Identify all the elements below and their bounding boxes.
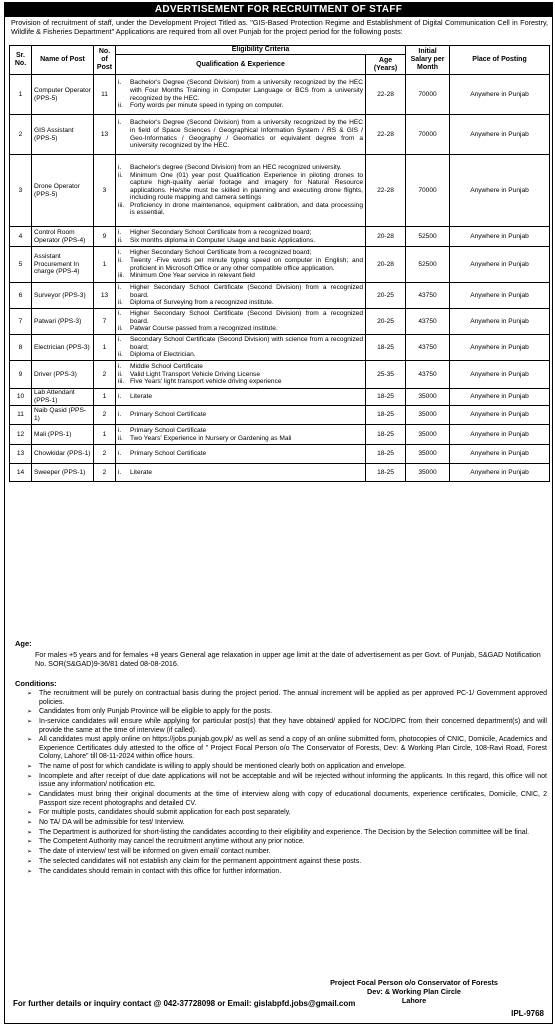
- cell-post: Drone Operator (PPS-5): [32, 155, 94, 227]
- cell-qualification: [116, 389, 366, 406]
- cell-sr: 13: [10, 445, 32, 464]
- cell-post: Chowkidar (PPS-1): [32, 445, 94, 464]
- cell-age: 18-25: [366, 445, 406, 464]
- table-row: [10, 283, 550, 309]
- qualification-item: [118, 172, 363, 202]
- cell-salary: 35000: [406, 389, 450, 406]
- condition-item: ➢ Incomplete and after receipt of due date applications will not be acceptable and will be rejected without informing the applicants. In this regard, this office will not issue any information/ notification etc.: [27, 773, 547, 790]
- qualification-item: [118, 393, 363, 401]
- signature-line: Project Focal Person o/o Conservator of Forests: [330, 978, 498, 987]
- qualification-item: [118, 378, 363, 386]
- qualification-number: ii.: [118, 370, 123, 378]
- qualification-text: Literate: [130, 393, 152, 401]
- qualification-number: iii.: [118, 201, 125, 209]
- condition-item: ➢ The candidates should remain in contact with this office for further information.: [27, 868, 547, 877]
- qualification-text: Primary School Certificate: [130, 411, 207, 419]
- cell-place: Anywhere in Punjab: [450, 283, 550, 309]
- qualification-item: [118, 229, 363, 237]
- table-row: [10, 361, 550, 389]
- cell-sr: 3: [10, 155, 32, 227]
- cell-sr: 10: [10, 389, 32, 406]
- cell-sr: 6: [10, 283, 32, 309]
- qualification-text: Secondary School Certificate (Second Division) with science from a recognized board;: [130, 336, 363, 351]
- cell-age: 18-25: [366, 335, 406, 361]
- qualification-item: [118, 284, 363, 299]
- cell-qualification: [116, 309, 366, 335]
- cell-age: 20-28: [366, 247, 406, 283]
- qualification-item: [118, 272, 363, 280]
- cell-num: 13: [94, 115, 116, 155]
- cell-sr: 12: [10, 425, 32, 445]
- conditions-list: [27, 690, 547, 877]
- qualification-text: Higher Secondary School Certificate from a recognized board;: [130, 228, 312, 236]
- condition-item: ➢ The recruitment will be purely on contractual basis during the project period. The annual increment will be applied as per approved PC-1/ Government approved policies.: [27, 690, 547, 707]
- col-header-post: Name of Post: [32, 46, 94, 75]
- cell-place: Anywhere in Punjab: [450, 425, 550, 445]
- qualification-text: Five Years' light transport vehicle driving experience: [130, 378, 282, 386]
- condition-item: ➢ The selected candidates will not establish any claim for the permanent appointment against these posts.: [27, 858, 547, 867]
- qualification-text: Diploma of Electrician.: [130, 351, 196, 359]
- qualification-item: [118, 249, 363, 257]
- cell-age: 18-25: [366, 464, 406, 482]
- col-header-eligibility: Eligibility Criteria: [116, 46, 406, 55]
- cell-salary: 35000: [406, 464, 450, 482]
- cell-qualification: [116, 75, 366, 115]
- condition-item: ➢ The name of post for which candidate is willing to apply should be mentioned clearly both on application and envelope.: [27, 763, 547, 772]
- qualification-item: [118, 202, 363, 217]
- cell-post: Electrician (PPS-3): [32, 335, 94, 361]
- cell-salary: 43750: [406, 361, 450, 389]
- condition-item: ➢ In-service candidates will ensure while applying for particular post(s) that they have obtained/ applied for NOC/DPC from their concerned department(s) and will provide the same at the time of interview (if called).: [27, 718, 547, 735]
- qualification-item: [118, 164, 363, 172]
- qualification-number: i.: [118, 79, 122, 87]
- cell-age: 18-25: [366, 425, 406, 445]
- qualification-number: ii.: [118, 299, 123, 307]
- qualification-number: ii.: [118, 434, 123, 442]
- condition-item: ➢ Candidates must bring their original documents at the time of interview along with copy of educational documents, experience certificates, Domicile, CNIC, 2 Passport size recent photographs and detailed CV.: [27, 791, 547, 808]
- qualification-text: Valid Light Transport Vehicle Driving License: [130, 370, 260, 378]
- qualification-item: [118, 450, 363, 458]
- table-row: [10, 425, 550, 445]
- qualification-item: [118, 237, 363, 245]
- col-header-num: No. of Post: [94, 46, 116, 75]
- cell-place: Anywhere in Punjab: [450, 464, 550, 482]
- cell-age: 18-25: [366, 406, 406, 425]
- qualification-text: Six months diploma in Computer Usage and basic Applications.: [130, 236, 316, 244]
- qualification-item: [118, 119, 363, 149]
- qualification-number: i.: [118, 310, 122, 318]
- cell-age: 25-35: [366, 361, 406, 389]
- cell-sr: 9: [10, 361, 32, 389]
- qualification-number: i.: [118, 249, 122, 257]
- col-header-place: Place of Posting: [450, 46, 550, 75]
- qualification-text: Literate: [130, 468, 152, 476]
- table-row: [10, 406, 550, 425]
- qualification-number: i.: [118, 119, 122, 127]
- cell-sr: 5: [10, 247, 32, 283]
- qualification-item: [118, 469, 363, 477]
- cell-qualification: [116, 335, 366, 361]
- cell-post: Sweeper (PPS-1): [32, 464, 94, 482]
- cell-age: 20-28: [366, 227, 406, 247]
- cell-qualification: [116, 445, 366, 464]
- cell-post: Control Room Operator (PPS-4): [32, 227, 94, 247]
- qualification-number: ii.: [118, 351, 123, 359]
- ipl-number: IPL-9768: [511, 1009, 544, 1018]
- cell-sr: 8: [10, 335, 32, 361]
- qualification-text: Minimum One Year service in relevant field: [130, 272, 255, 280]
- cell-sr: 11: [10, 406, 32, 425]
- cell-salary: 52500: [406, 227, 450, 247]
- posts-table-body: [10, 75, 550, 482]
- table-row: [10, 75, 550, 115]
- cell-num: 1: [94, 389, 116, 406]
- cell-num: 1: [94, 335, 116, 361]
- cell-qualification: [116, 247, 366, 283]
- qualification-number: ii.: [118, 236, 123, 244]
- qualification-item: [118, 351, 363, 359]
- qualification-text: Middle School Certificate: [130, 363, 203, 371]
- qualification-number: iii.: [118, 272, 125, 280]
- cell-num: 2: [94, 361, 116, 389]
- cell-post: Assistant Procurement In charge (PPS-4): [32, 247, 94, 283]
- contact-line: For further details or inquiry contact @ 042-37728098 or Email: gislabpfd.jobs@gmail.com: [13, 999, 356, 1008]
- condition-item: ➢ Candidates from only Punjab Province will be eligible to apply for the posts.: [27, 708, 547, 717]
- col-header-qual: Qualification & Experience: [116, 55, 366, 75]
- cell-salary: 35000: [406, 445, 450, 464]
- qualification-text: Higher Secondary School Certificate from a recognized board;: [130, 249, 312, 257]
- cell-place: Anywhere in Punjab: [450, 445, 550, 464]
- cell-num: 9: [94, 227, 116, 247]
- cell-num: 2: [94, 464, 116, 482]
- qualification-number: ii.: [118, 256, 123, 264]
- qualification-text: Two Years' Experience in Nursery or Gardening as Mali: [130, 434, 292, 442]
- condition-item: ➢ The Competent Authority may cancel the recruitment anytime without any prior notice.: [27, 838, 547, 847]
- cell-place: Anywhere in Punjab: [450, 406, 550, 425]
- cell-post: GIS Assistant (PPS-5): [32, 115, 94, 155]
- col-header-age: Age (Years): [366, 55, 406, 75]
- qualification-text: Higher Secondary School Certificate (Second Division) from a recognized board.: [130, 284, 363, 299]
- qualification-number: i.: [118, 336, 122, 344]
- cell-salary: 43750: [406, 309, 450, 335]
- cell-sr: 4: [10, 227, 32, 247]
- qualification-number: i.: [118, 363, 122, 371]
- cell-age: 22-28: [366, 155, 406, 227]
- qualification-number: ii.: [118, 325, 123, 333]
- cell-salary: 43750: [406, 335, 450, 361]
- posts-table: [9, 45, 550, 482]
- qualification-number: i.: [118, 450, 122, 458]
- qualification-item: [118, 411, 363, 419]
- cell-post: Lab Attendant (PPS-1): [32, 389, 94, 406]
- condition-item: ➢ For multiple posts, candidates should submit application for each post separately.: [27, 809, 547, 818]
- qualification-number: i.: [118, 393, 122, 401]
- cell-post: Surveyor (PPS-3): [32, 283, 94, 309]
- cell-num: 11: [94, 75, 116, 115]
- cell-qualification: [116, 227, 366, 247]
- cell-qualification: [116, 115, 366, 155]
- cell-place: Anywhere in Punjab: [450, 75, 550, 115]
- cell-qualification: [116, 406, 366, 425]
- cell-place: Anywhere in Punjab: [450, 227, 550, 247]
- table-row: [10, 389, 550, 406]
- cell-sr: 14: [10, 464, 32, 482]
- cell-age: 22-28: [366, 115, 406, 155]
- qualification-number: ii.: [118, 102, 123, 110]
- qualification-text: Minimum One (01) year post Qualification Experience in piloting drones to capture high-quality aerial footage and imagery for Natural Resource applications. He/she must be skilled in planning and executing drone flights, including route mapping and camera settings: [130, 171, 363, 202]
- qualification-text: Bachelor's degree (Second Division) from an HEC recognized university.: [130, 163, 342, 171]
- table-row: [10, 155, 550, 227]
- condition-item: ➢ No TA/ DA will be admissible for test/ Interview.: [27, 819, 547, 828]
- cell-sr: 1: [10, 75, 32, 115]
- condition-item: ➢ All candidates must apply online on https://jobs.punjab.gov.pk/ as well as send a copy of an online submitted form, photocopies of CNIC, Domicile, Academics and Experience Certificates duly attested to the office of " Project Focal Person o/o The Conservator of Forests, Dev: & Working Plan Circle, 108-Ravi Road, Forest Colony, Lahore" till 08-11-2024 within office hours.: [27, 736, 547, 762]
- qualification-number: i.: [118, 163, 122, 171]
- table-row: [10, 247, 550, 283]
- age-heading: Age:: [15, 639, 32, 648]
- cell-sr: 2: [10, 115, 32, 155]
- cell-post: Computer Operator (PPS-5): [32, 75, 94, 115]
- cell-salary: 70000: [406, 75, 450, 115]
- cell-sr: 7: [10, 309, 32, 335]
- cell-qualification: [116, 155, 366, 227]
- cell-age: 22-28: [366, 75, 406, 115]
- qualification-text: Bachelor's Degree (Second Division) from a university recognized by the HEC with Four Months Training in Computer Language or BCS from a university recognized by the HEC.: [130, 79, 363, 102]
- qualification-number: i.: [118, 468, 122, 476]
- cell-num: 2: [94, 406, 116, 425]
- qualification-number: iii.: [118, 378, 125, 386]
- table-row: [10, 227, 550, 247]
- cell-age: 20-25: [366, 283, 406, 309]
- qualification-item: [118, 79, 363, 102]
- cell-salary: 70000: [406, 115, 450, 155]
- cell-place: Anywhere in Punjab: [450, 155, 550, 227]
- qualification-item: [118, 363, 363, 371]
- cell-post: Driver (PPS-3): [32, 361, 94, 389]
- qualification-item: [118, 102, 363, 110]
- cell-place: Anywhere in Punjab: [450, 361, 550, 389]
- cell-place: Anywhere in Punjab: [450, 335, 550, 361]
- cell-qualification: [116, 361, 366, 389]
- cell-qualification: [116, 464, 366, 482]
- qualification-text: Bachelor's Degree (Second Division) from a university recognized by the HEC in field of Space Sciences / Geographical Information System / RS & GIS / Geo-Informatics / Geography / Geomatics or equivalent degree from a university recognized by the HEC.: [130, 119, 363, 150]
- qualification-number: i.: [118, 228, 122, 236]
- cell-salary: 35000: [406, 425, 450, 445]
- qualification-text: Primary School Certificate: [130, 426, 207, 434]
- cell-num: 3: [94, 155, 116, 227]
- age-text: For males +5 years and for females +8 years General age relaxation in upper age limit at the date of advertisement as per Govt. of Punjab, S&GAD Notification No. SOR(S&GAD)9-36/81 dated 08-08-2016.: [35, 650, 541, 668]
- cell-salary: 70000: [406, 155, 450, 227]
- cell-place: Anywhere in Punjab: [450, 309, 550, 335]
- qualification-item: [118, 336, 363, 351]
- qualification-number: i.: [118, 426, 122, 434]
- cell-qualification: [116, 425, 366, 445]
- table-row: [10, 115, 550, 155]
- qualification-item: [118, 325, 363, 333]
- cell-num: 1: [94, 425, 116, 445]
- cell-salary: 35000: [406, 406, 450, 425]
- cell-post: Mali (PPS-1): [32, 425, 94, 445]
- cell-num: 1: [94, 247, 116, 283]
- cell-post: Patwari (PPS-3): [32, 309, 94, 335]
- signature-line: Lahore: [401, 996, 427, 1006]
- col-header-salary: Initial Salary per Month: [406, 46, 450, 75]
- signature-line: Dev: & Working Plan Circle: [367, 987, 461, 997]
- cell-num: 13: [94, 283, 116, 309]
- cell-place: Anywhere in Punjab: [450, 389, 550, 406]
- page-title: ADVERTISEMENT FOR RECRUITMENT OF STAFF: [5, 3, 552, 17]
- cell-place: Anywhere in Punjab: [450, 115, 550, 155]
- cell-qualification: [116, 283, 366, 309]
- table-row: [10, 464, 550, 482]
- qualification-text: Forty words per minute speed in typing on computer.: [130, 102, 284, 110]
- cell-age: 18-25: [366, 389, 406, 406]
- qualification-text: Proficiency in drone maintenance, equipment calibration, and data processing is essential.: [130, 201, 363, 217]
- qualification-item: [118, 371, 363, 379]
- conditions-heading: Conditions:: [15, 679, 57, 688]
- table-row: [10, 309, 550, 335]
- qualification-item: [118, 435, 363, 443]
- table-row: [10, 445, 550, 464]
- cell-salary: 52500: [406, 247, 450, 283]
- condition-item: ➢ The date of interview/ test will be informed on given email/ contact number.: [27, 848, 547, 857]
- cell-num: 7: [94, 309, 116, 335]
- qualification-item: [118, 257, 363, 272]
- cell-post: Naib Qasid (PPS-1): [32, 406, 94, 425]
- advertisement-page: [4, 2, 553, 1024]
- qualification-text: Twenty -Five words per minute typing speed on computer in English; and proficient in Microsoft Office or any other compatible office application.: [130, 256, 363, 272]
- qualification-text: Diploma of Surveying from a recognized institute.: [130, 299, 274, 307]
- cell-place: Anywhere in Punjab: [450, 247, 550, 283]
- qualification-number: i.: [118, 284, 122, 292]
- qualification-text: Patwar Course passed from a recognized institute.: [130, 325, 278, 333]
- qualification-item: [118, 299, 363, 307]
- cell-salary: 43750: [406, 283, 450, 309]
- qualification-number: i.: [118, 411, 122, 419]
- qualification-text: Higher Secondary School Certificate (Second Division) from a recognized board.: [130, 310, 363, 325]
- cell-age: 20-25: [366, 309, 406, 335]
- intro-paragraph: Provision of recruitment of staff, under the Development Project Titled as. "GIS-Based Protection Regime and Establishment of Digital Communication Cell in Forestry, Wildlife & Fisheries Department" Applications are required from all over Punjab for the project period for the following posts:: [11, 18, 548, 36]
- cell-num: 2: [94, 445, 116, 464]
- qualification-item: [118, 310, 363, 325]
- qualification-number: ii.: [118, 171, 123, 179]
- col-header-sr: Sr. No.: [10, 46, 32, 75]
- table-row: [10, 335, 550, 361]
- qualification-item: [118, 427, 363, 435]
- qualification-text: Primary School Certificate: [130, 450, 207, 458]
- condition-item: ➢ The Department is authorized for short-listing the candidates according to their eligibility and experience. The Decision by the Selection committee will be final.: [27, 829, 547, 838]
